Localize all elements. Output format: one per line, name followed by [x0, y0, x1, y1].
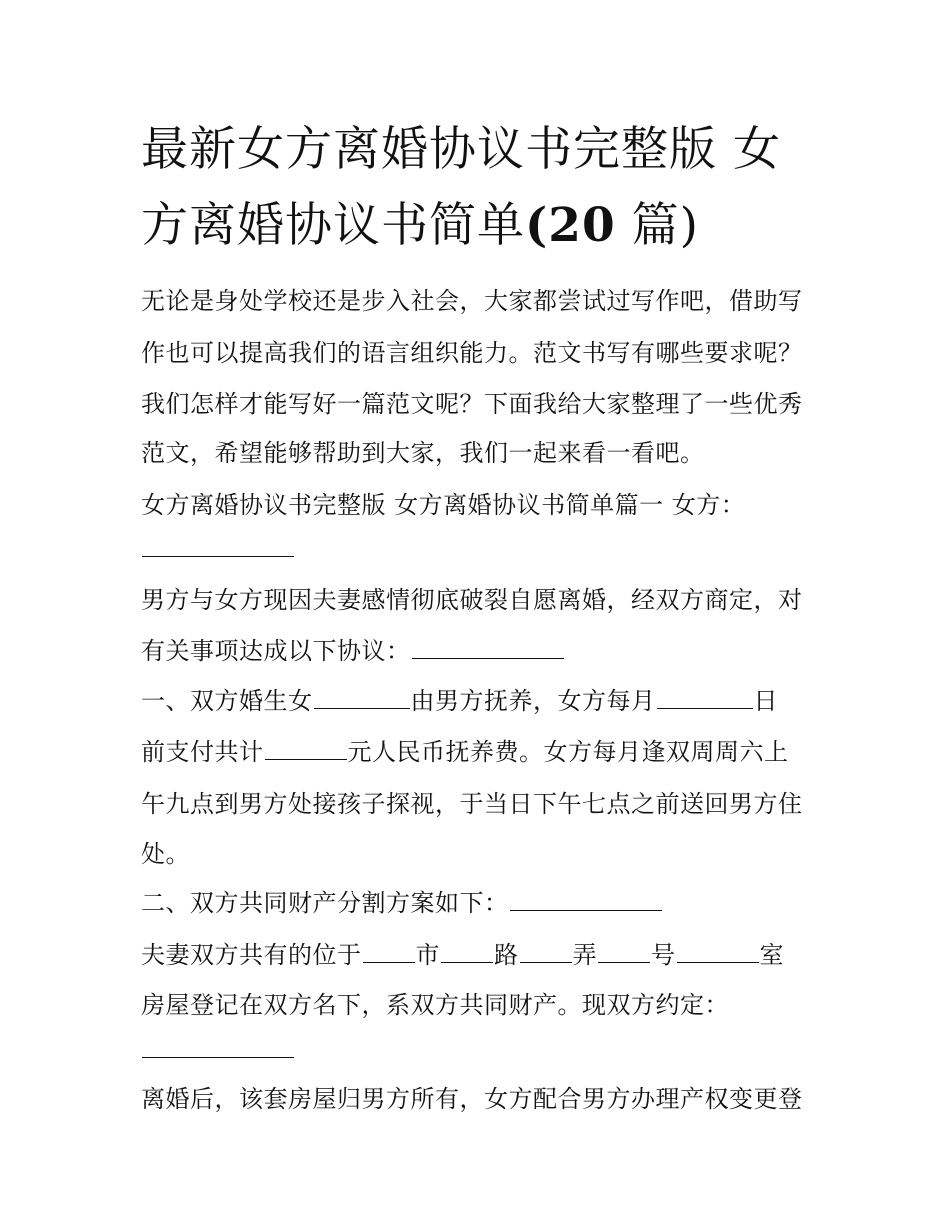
fill-in-blank: [265, 737, 347, 760]
intro-line-2: 作也可以提高我们的语言组织能力。范文书写有哪些要求呢？: [141, 339, 803, 367]
clause-text: 前支付共计: [141, 738, 264, 766]
fill-in-blank: [520, 940, 572, 963]
fill-in-blank: [510, 888, 662, 911]
clause-2-line-2: 房屋登记在双方名下，系双方共同财产。现双方约定：: [141, 991, 729, 1019]
clause-text: 号: [651, 941, 676, 969]
fill-in-blank: [441, 940, 493, 963]
clause-1-line-1: [141, 684, 821, 718]
fill-in-blank: [363, 940, 415, 963]
intro-line-1: 无论是身处学校还是步入社会，大家都尝试过写作吧，借助写: [141, 287, 803, 315]
fill-in-blank: [142, 534, 294, 557]
agreement-line-1: 男方与女方现因夫妻感情彻底破裂自愿离婚，经双方商定，对: [141, 586, 803, 614]
clause-1-line-3: 午九点到男方处接孩子探视，于当日下午七点之前送回男方住: [141, 790, 803, 818]
agreement-text: 有关事项达成以下协议：: [141, 637, 411, 665]
title-suffix: 篇): [615, 198, 699, 253]
clause-text: 由男方抚养，女方每月: [410, 687, 656, 715]
fill-in-blank: [412, 636, 564, 659]
intro-line-3: 我们怎样才能写好一篇范文呢？下面我给大家整理了一些优秀: [141, 390, 803, 418]
clause-text: 二、双方共同财产分割方案如下：: [141, 889, 509, 917]
clause-text: 室: [759, 941, 784, 969]
clause-1-line-2: [141, 735, 821, 769]
clause-text: 元人民币抚养费。女方每月逢双周周六上: [347, 738, 789, 766]
fill-in-blank: [657, 686, 753, 709]
intro-line-4: 范文，希望能够帮助到大家，我们一起来看一看吧。: [141, 439, 705, 467]
blank-line-1: [141, 532, 821, 566]
clause-text: 弄: [572, 941, 597, 969]
fill-in-blank: [677, 940, 759, 963]
clause-text: 夫妻双方共有的位于: [141, 941, 362, 969]
clause-text: 日: [753, 687, 778, 715]
agreement-line-2: [141, 634, 821, 668]
clause-text: 路: [494, 941, 519, 969]
fill-in-blank: [598, 940, 650, 963]
title-text: 最新女方离婚协议书完整版 女方离婚协议书简单: [141, 122, 781, 253]
clause-1-line-4: 处。: [141, 840, 190, 868]
fill-in-blank: [142, 1035, 294, 1058]
clause-2-line-3: 离婚后，该套房屋归男方所有，女方配合男方办理产权变更登: [141, 1085, 803, 1113]
blank-line-2: [141, 1033, 821, 1067]
title-count: (20: [525, 198, 616, 253]
clause-text: 一、双方婚生女: [141, 687, 313, 715]
clause-2-heading: [141, 886, 821, 920]
clause-2-line-1: [141, 938, 821, 972]
document-title: [141, 112, 821, 264]
fill-in-blank: [314, 686, 410, 709]
section-heading: 女方离婚协议书完整版 女方离婚协议书简单篇一 女方：: [141, 491, 746, 519]
clause-text: 市: [415, 941, 440, 969]
